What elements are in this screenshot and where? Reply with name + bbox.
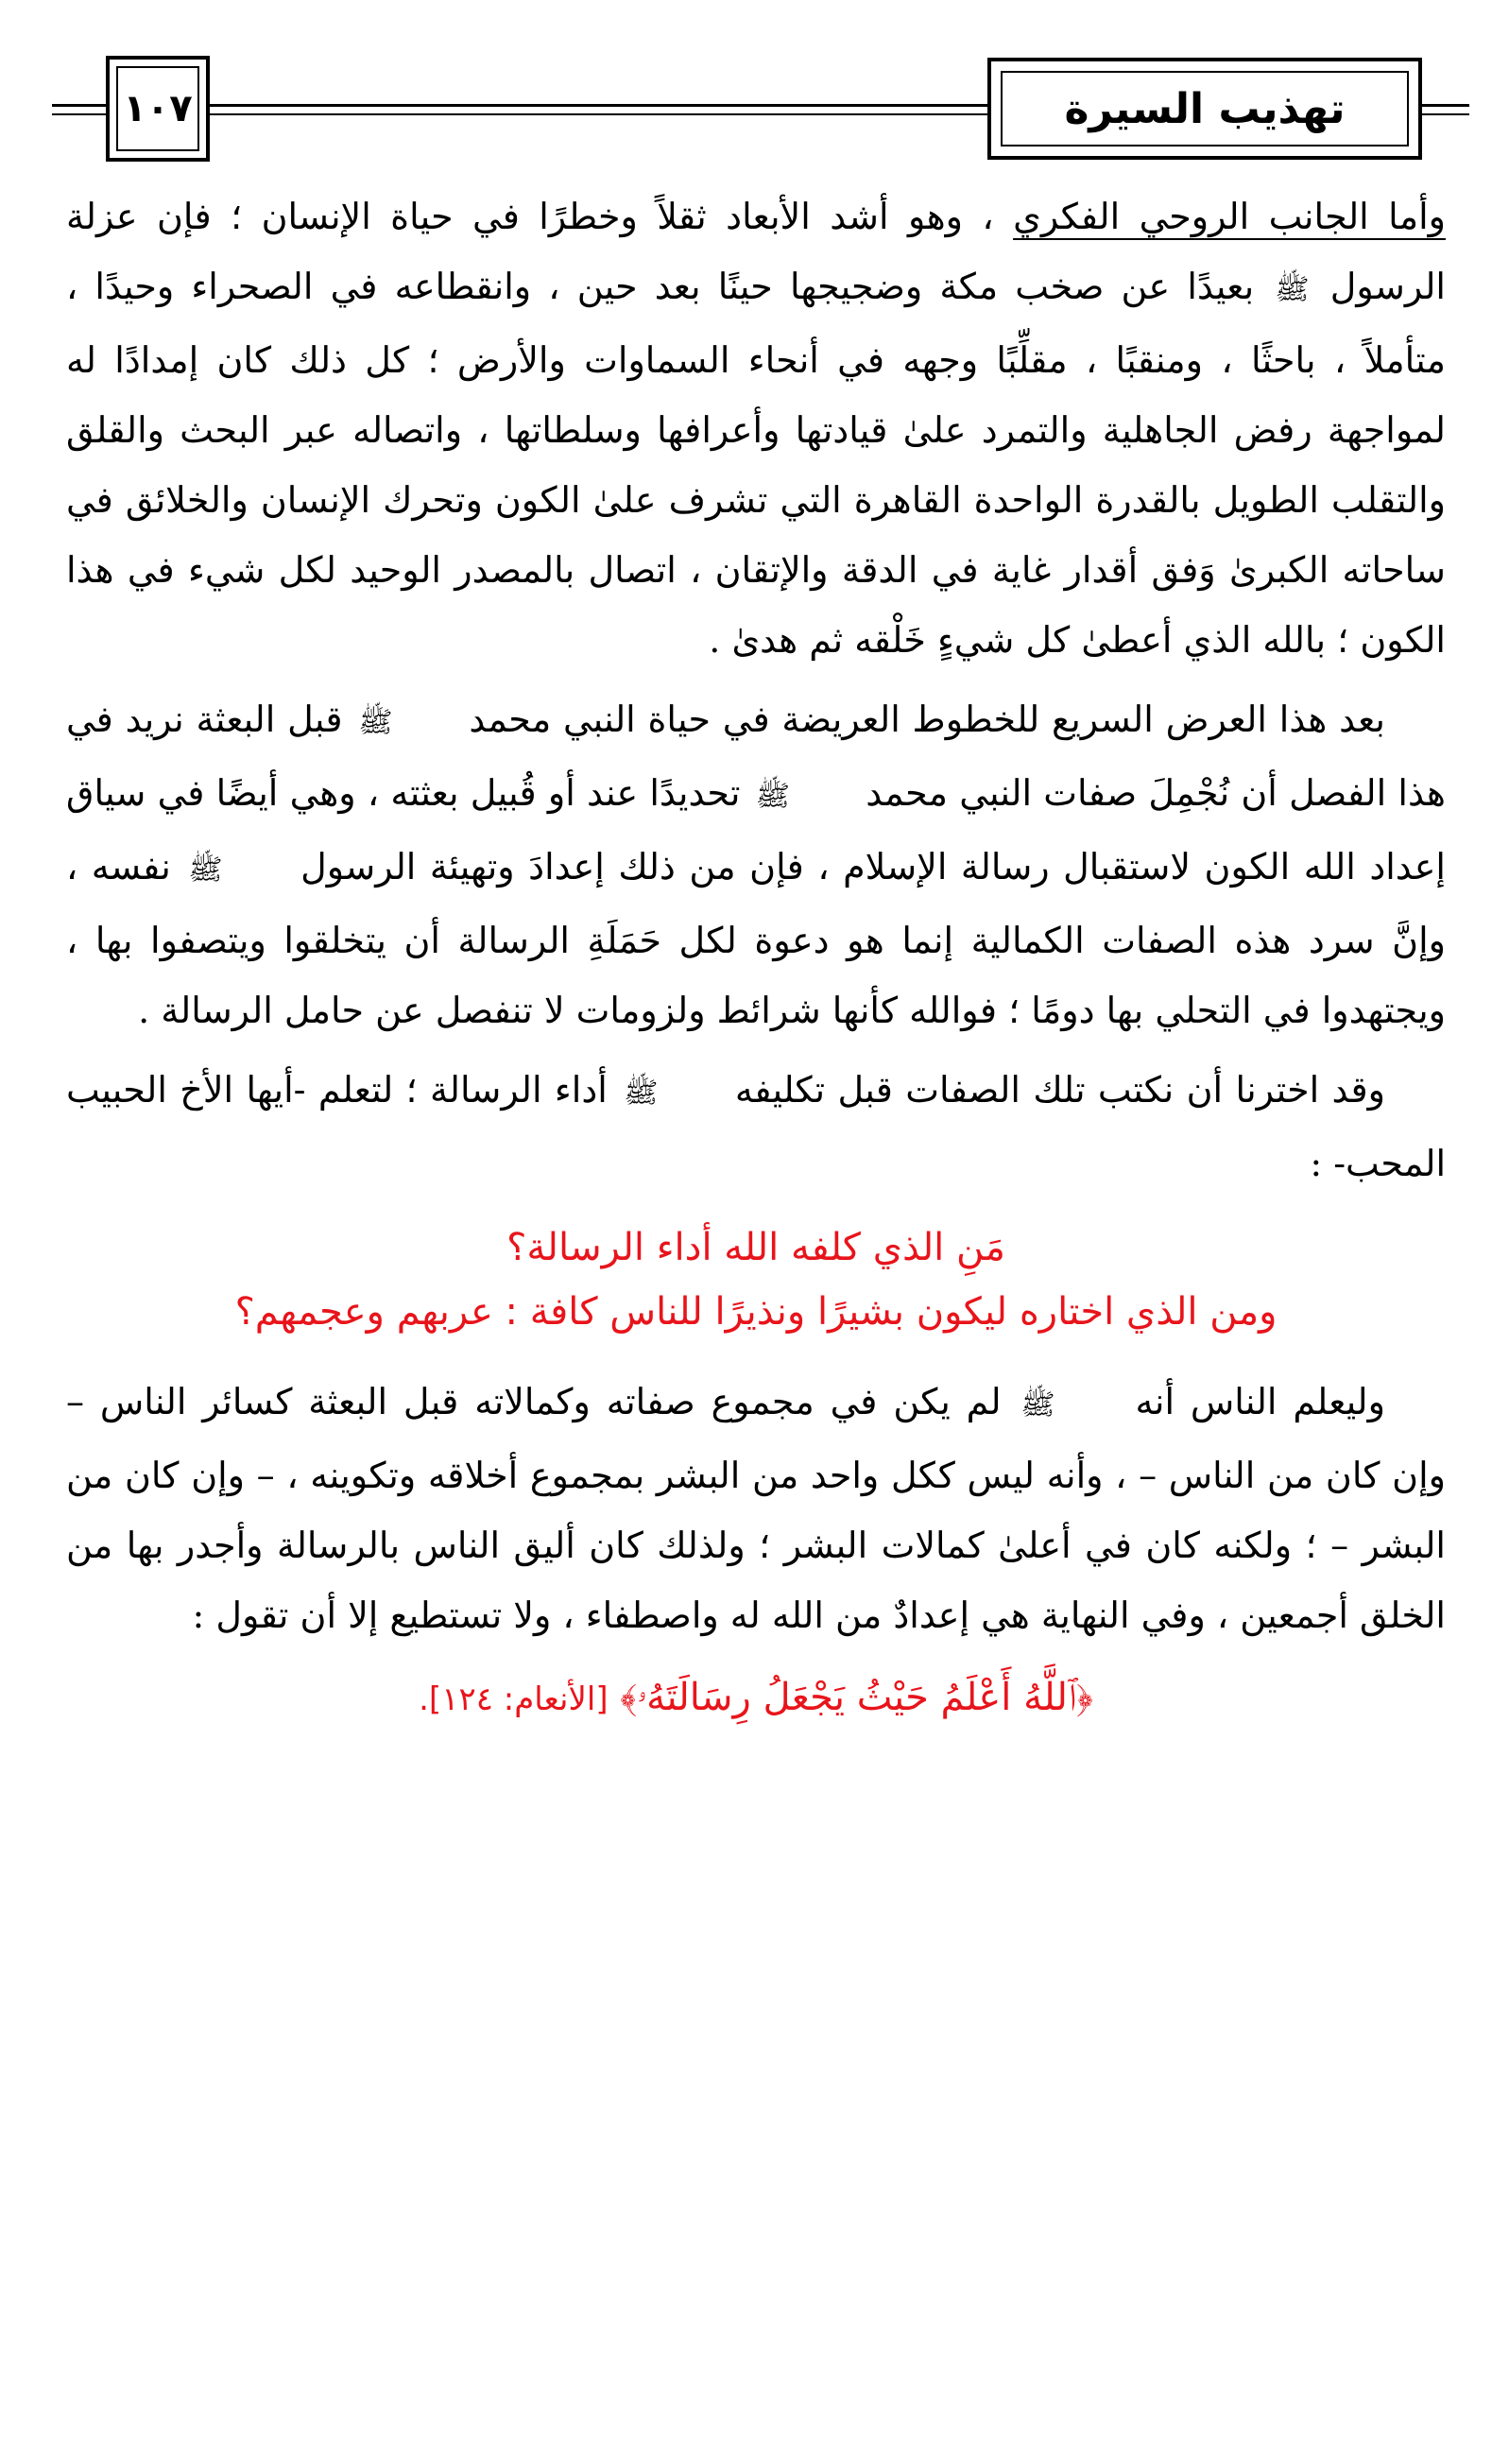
paragraph-2-text-a: بعد هذا العرض السريع للخطوط العريضة في حياة النبي محمد bbox=[469, 698, 1385, 740]
pbuh-honorific-icon: ﷺ bbox=[624, 1077, 659, 1110]
paragraph-2 bbox=[66, 684, 1446, 1045]
paragraph-4-text-b: لم يكن في مجموع صفاته وكمالاته قبل البعثة كسائر الناس – وإن كان من الناس – ، وأنه ليس ككل واحد من البشر بمجموع أخلاقه وتكوينه ، – وإن كان من البشر – ؛ ولكنه كان في أعلىٰ كمالات البشر ؛ ولذلك كان أليق الناس بالرسالة وأجدر بها من الخلق أجمعين ، وفي النهاية هي إعدادٌ من الله له واصطفاء ، ولا تستطيع إلا أن تقول : bbox=[66, 1381, 1446, 1636]
quran-verse bbox=[66, 1660, 1446, 1737]
paragraph-3 bbox=[66, 1055, 1446, 1198]
paragraph-1 bbox=[66, 181, 1446, 675]
paragraph-3-text-a: وقد اخترنا أن نكتب تلك الصفات قبل تكليفه bbox=[734, 1069, 1385, 1111]
pbuh-honorific-icon: ﷺ bbox=[755, 780, 790, 813]
book-title-frame bbox=[987, 58, 1422, 160]
page-number: ١٠٧ bbox=[116, 66, 199, 151]
question-2: ومن الذي اختاره ليكون بشيرًا ونذيرًا للناس كافة : عربهم وعجمهم؟ bbox=[234, 1290, 1278, 1334]
page-header bbox=[52, 52, 1469, 165]
pbuh-honorific-icon: ﷺ bbox=[1275, 273, 1310, 306]
paragraph-4 bbox=[66, 1367, 1446, 1650]
paragraph-1-text-a: ، وهو أشد الأبعاد ثقلاً وخطرًا في حياة الإنسان ؛ فإن عزلة الرسول bbox=[66, 196, 1446, 307]
book-title: تهذيب السيرة bbox=[1001, 71, 1409, 146]
paragraph-3-text-b: أداء الرسالة ؛ لتعلم -أيها الأخ الحبيب المحب- : bbox=[66, 1069, 1446, 1184]
page-number-frame bbox=[106, 56, 210, 162]
highlighted-questions bbox=[66, 1215, 1446, 1344]
pbuh-honorific-icon: ﷺ bbox=[188, 853, 223, 887]
paragraph-2-text-d: نفسه ، وإنَّ سرد هذه الصفات الكمالية إنما هو دعوة لكل حَمَلَةِ الرسالة أن يتخلقوا ويتصفوا بها ، ويجتهدوا في التحلي بها دومًا ؛ فوالله كأنها شرائط ولزومات لا تنفصل عن حامل الرسالة . bbox=[66, 846, 1446, 1031]
paragraph-1-text-b: بعيدًا عن صخب مكة وضجيجها حينًا بعد حين ، وانقطاعه في الصحراء وحيدًا ، متأملاً ، باحثًا ، ومنقبًا ، مقلِّبًا وجهه في أنحاء السماوات والأرض ؛ كل ذلك كان إمدادًا له لمواجهة رفض الجاهلية والتمرد علىٰ قيادتها وأعرافها وسلطاتها ، واتصاله عبر البحث والقلق والتقلب الطويل بالقدرة الواحدة القاهرة التي تشرف علىٰ الكون وتحرك الإنسان والخلائق في ساحاته الكبرىٰ وَفق أقدار غاية في الدقة والإتقان ، اتصال بالمصدر الوحيد لكل شيء في هذا الكون ؛ بالله الذي أعطىٰ كل شيءٍ خَلْقه ثم هدىٰ . bbox=[66, 266, 1446, 661]
verse-text: ﴿ٱللَّهُ أَعْلَمُ حَيْثُ يَجْعَلُ رِسَالَتَهُۥ﴾ bbox=[620, 1676, 1093, 1719]
paragraph-2-text-b: قبل البعثة نريد في هذا الفصل أن نُجْمِلَ صفات النبي محمد bbox=[66, 698, 1446, 814]
question-1: مَنِ الذي كلفه الله أداء الرسالة؟ bbox=[506, 1226, 1005, 1269]
page-body bbox=[66, 181, 1446, 1737]
pbuh-honorific-icon: ﷺ bbox=[1020, 1388, 1055, 1422]
paragraph-2-text-c: تحديدًا عند أو قُبيل بعثته ، وهي أيضًا في سياق إعداد الله الكون لاستقبال رسالة الإسلام ، فإن من ذلك إعدادَ وتهيئة الرسول bbox=[66, 772, 1446, 887]
underlined-phrase: وأما الجانب الروحي الفكري bbox=[1013, 196, 1446, 237]
verse-reference: [الأنعام: ١٢٤]. bbox=[419, 1680, 609, 1718]
paragraph-4-text-a: وليعلم الناس أنه bbox=[1135, 1381, 1385, 1422]
pbuh-honorific-icon: ﷺ bbox=[358, 706, 393, 739]
